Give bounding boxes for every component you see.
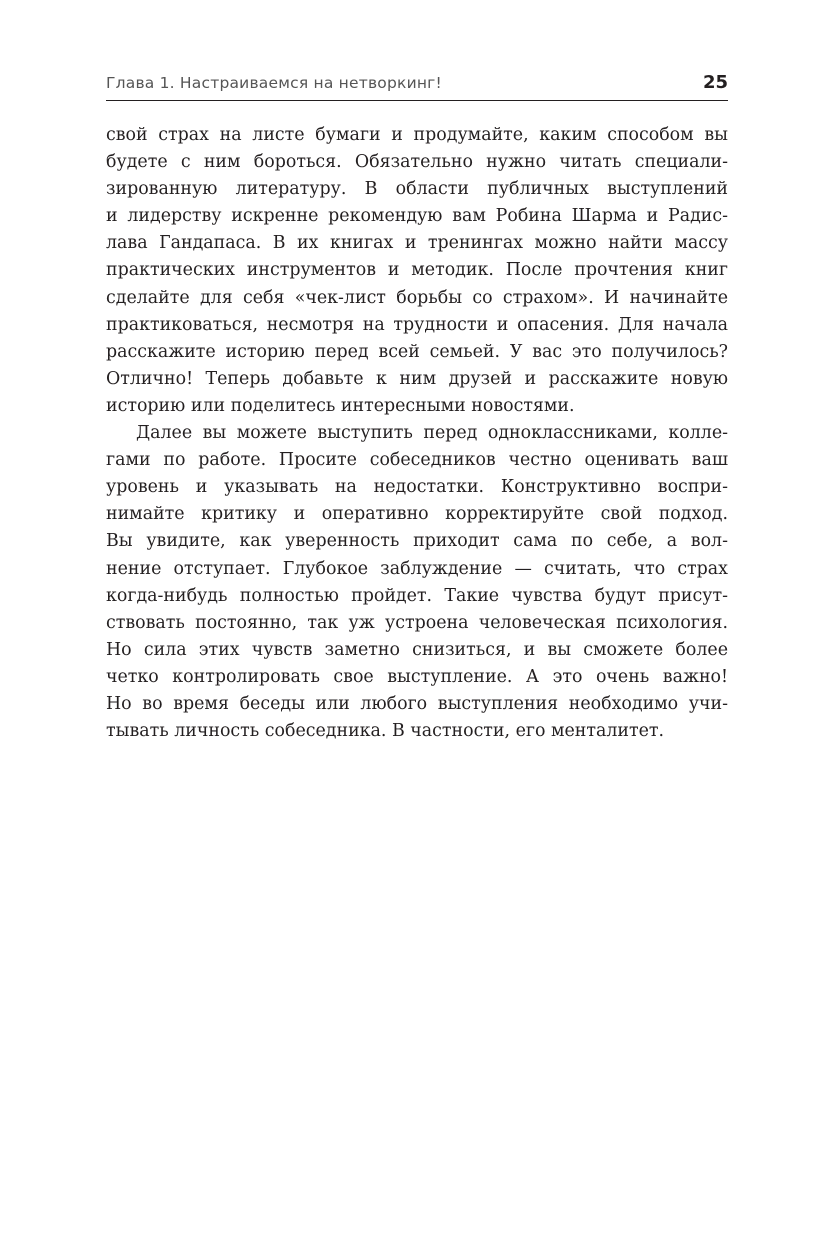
text-line: практиковаться, несмотря на трудности и опасения. Для начала xyxy=(106,314,728,335)
text-line: тывать личность собеседника. В частности, его менталитет. xyxy=(106,721,665,742)
text-line: Отлично! Теперь добавьте к ним друзей и расскажите новую xyxy=(106,368,728,389)
text-line: нение отступает. Глубокое заблуждение — считать, что страх xyxy=(106,558,728,579)
text-line: Но во время беседы или любого выступления необходимо учи- xyxy=(106,693,728,714)
text-line: ствовать постоянно, так уж устроена человеческая психология. xyxy=(106,612,728,633)
text-line: сделайте для себя «чек-лист борьбы со страхом». И начинайте xyxy=(106,287,728,308)
paragraph-1 xyxy=(106,122,728,420)
paragraph-2 xyxy=(106,420,728,745)
text-line: Далее вы можете выступить перед одноклассниками, колле- xyxy=(136,423,728,444)
text-line: свой страх на листе бумаги и продумайте, каким способом вы xyxy=(106,125,728,145)
chapter-title: Глава 1. Настраиваемся на нетворкинг! xyxy=(106,74,442,92)
text-line: Но сила этих чувств заметно снизиться, и вы сможете более xyxy=(106,639,728,660)
text-line: нимайте критику и оперативно корректируйте свой подход. xyxy=(106,504,728,525)
text-line: расскажите историю перед всей семьей. У вас это получилось? xyxy=(106,341,728,362)
text-line: уровень и указывать на недостатки. Конструктивно воспри- xyxy=(106,477,728,498)
text-line: четко контролировать свое выступление. А это очень важно! xyxy=(106,666,728,687)
text-line: историю или поделитесь интересными новостями. xyxy=(106,395,575,416)
text-line: будете с ним бороться. Обязательно нужно читать специали- xyxy=(106,152,728,173)
text-line: когда-нибудь полностью пройдет. Такие чувства будут присут- xyxy=(106,585,728,606)
text-line: и лидерству искренне рекомендую вам Робина Шарма и Радис- xyxy=(106,206,728,227)
text-line: практических инструментов и методик. После прочтения книг xyxy=(106,260,728,281)
body-text xyxy=(106,122,728,745)
text-line: Вы увидите, как уверенность приходит сама по себе, а вол- xyxy=(106,531,728,552)
text-line: зированную литературу. В области публичных выступлений xyxy=(106,179,728,200)
text-line: лава Гандапаса. В их книгах и тренингах можно найти массу xyxy=(106,233,728,254)
text-line: гами по работе. Просите собеседников честно оценивать ваш xyxy=(106,450,728,471)
page-number: 25 xyxy=(702,72,728,93)
running-header xyxy=(106,70,728,101)
